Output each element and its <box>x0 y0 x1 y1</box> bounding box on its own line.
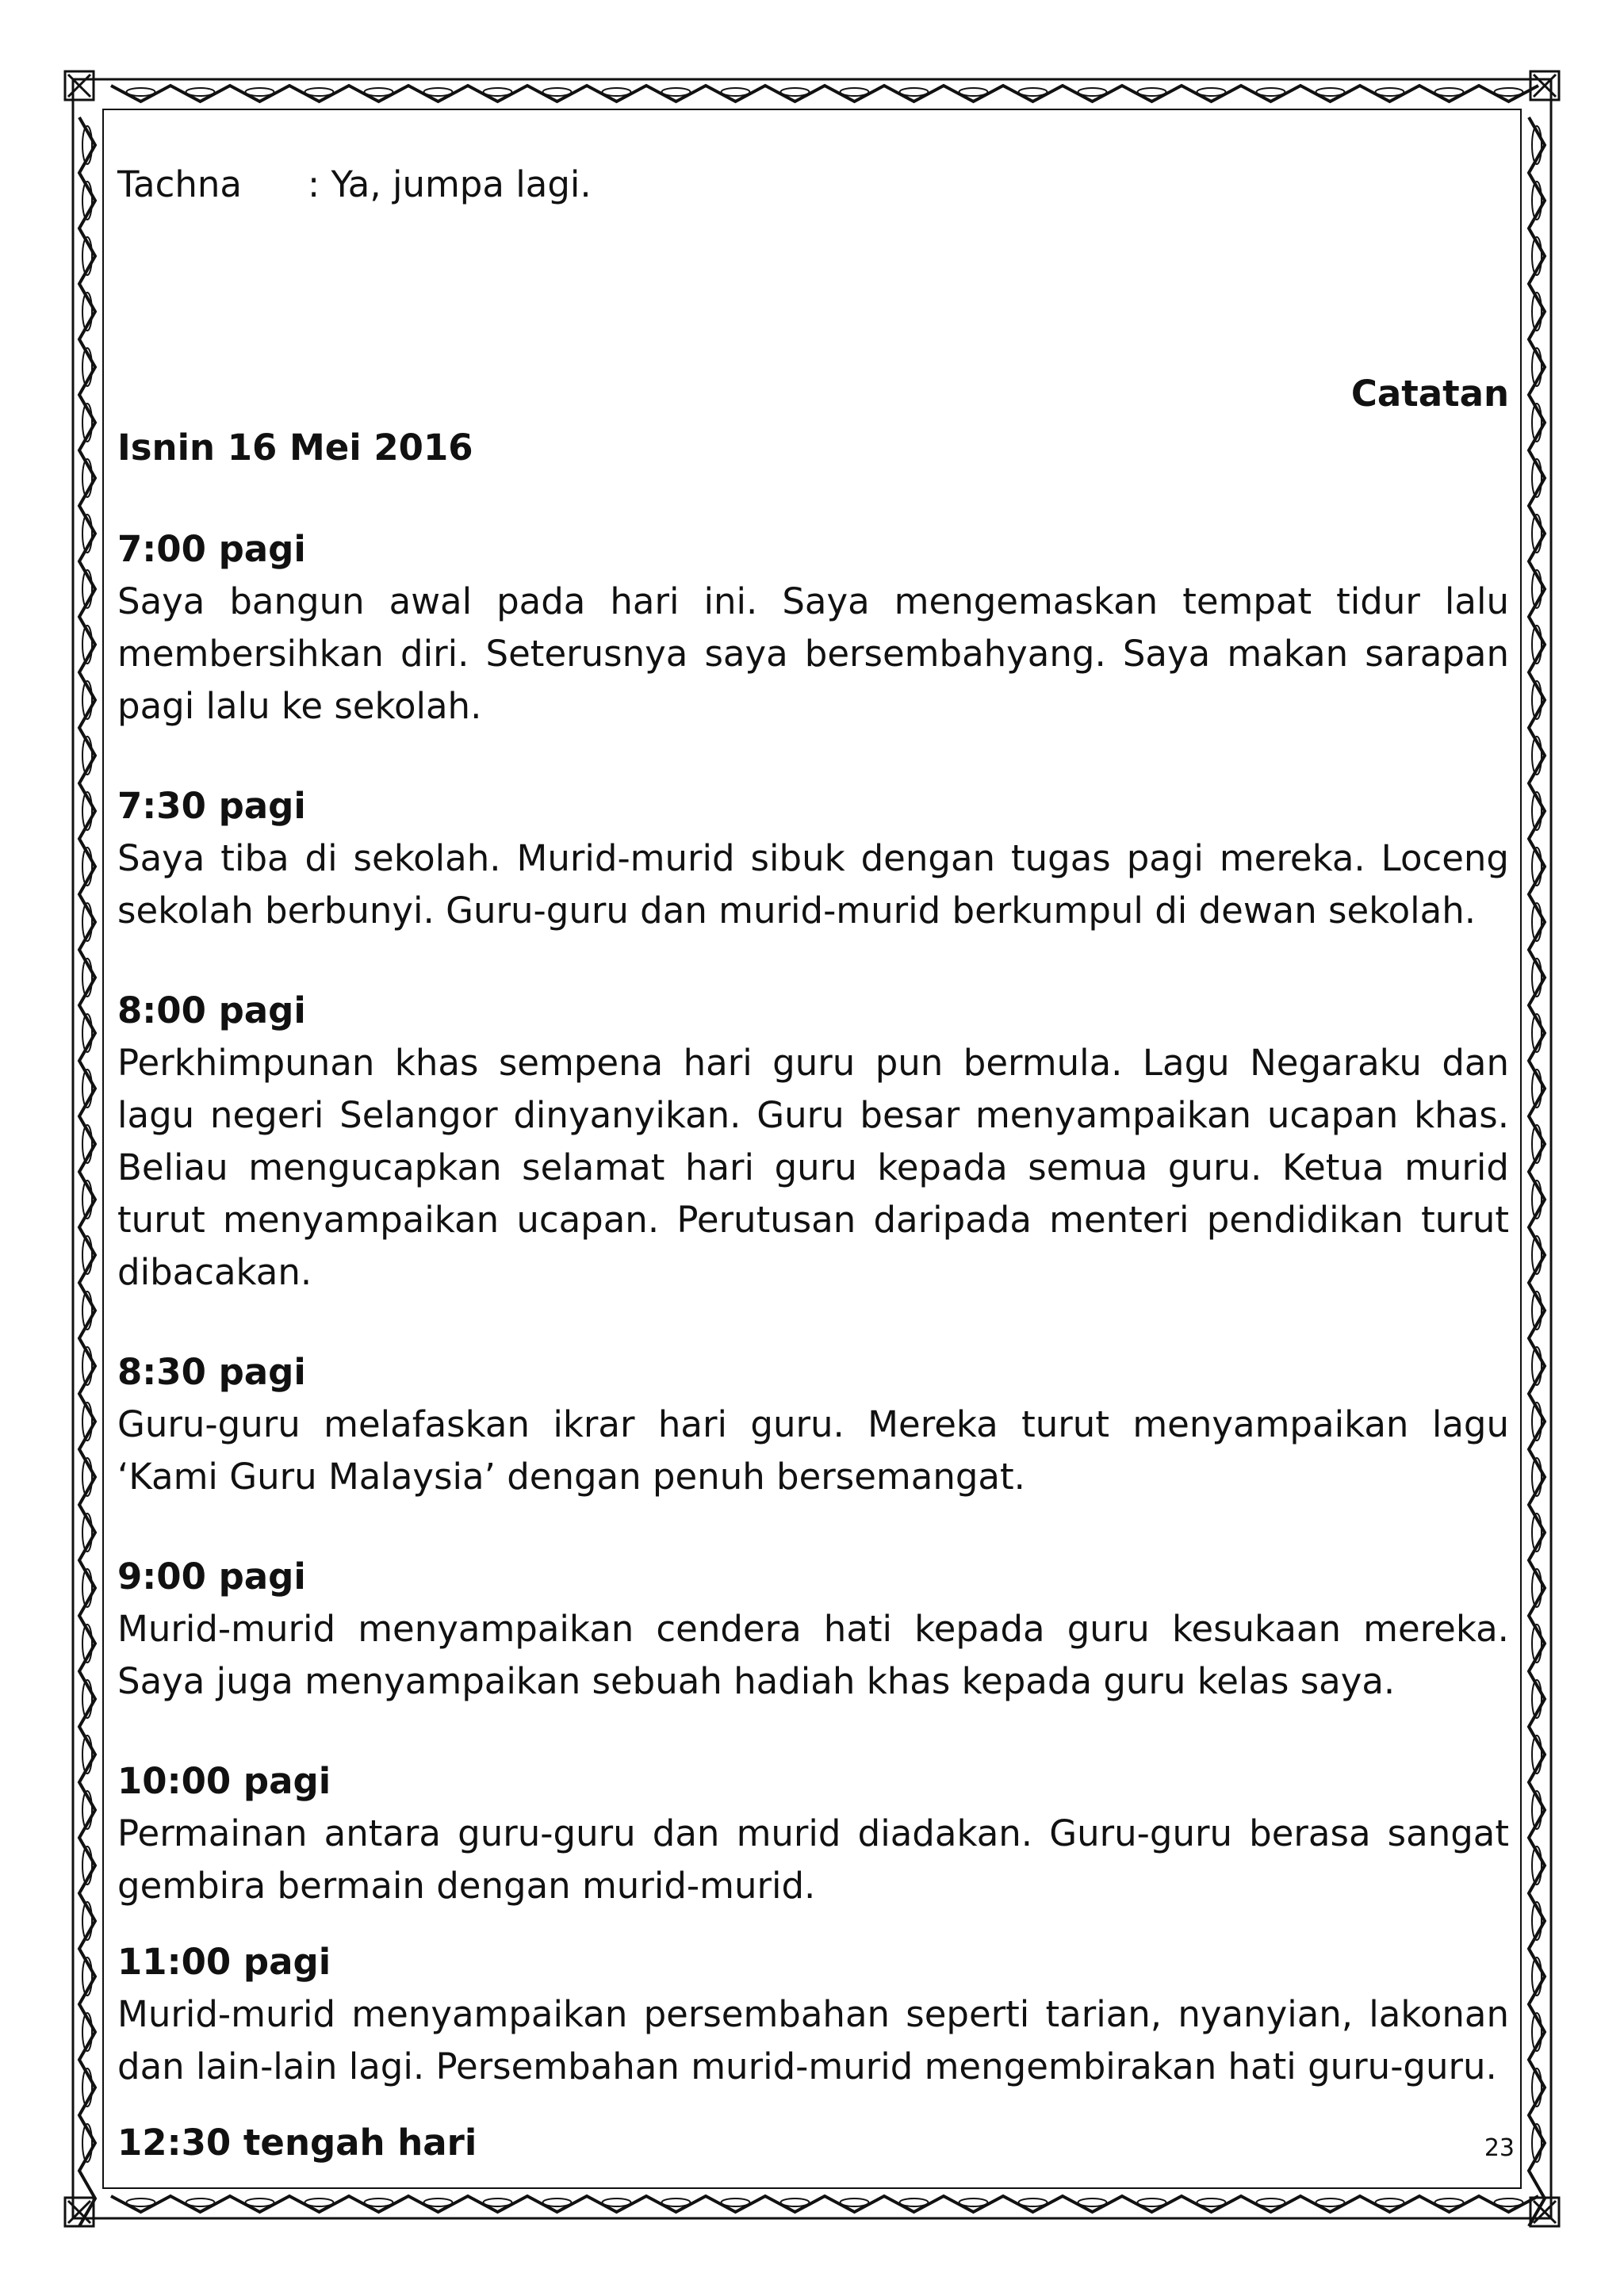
diary-content <box>117 159 1509 2164</box>
diary-entry <box>117 985 1509 1299</box>
entry-time: 10:00 pagi <box>117 1760 331 1802</box>
entry-text: Guru-guru melafaskan ikrar hari guru. Mereka turut menyampaikan lagu ‘Kami Guru Malaysia’ dengan penuh bersemangat. <box>117 1403 1509 1498</box>
diary-entry <box>117 1346 1509 1503</box>
page-number: 23 <box>1484 2134 1515 2162</box>
entry-text: Murid-murid menyampaikan cendera hati kepada guru kesukaan mereka. Saya juga menyampaikan sebuah hadiah khas kepada guru kelas saya. <box>117 1608 1509 1702</box>
entry-time: 12:30 tengah hari <box>117 2122 477 2164</box>
diary-entry <box>117 780 1509 937</box>
entry-time: 7:00 pagi <box>117 528 306 570</box>
entry-text: Saya tiba di sekolah. Murid-murid sibuk dengan tugas pagi mereka. Loceng sekolah berbunyi. Guru-guru dan murid-murid berkumpul di dewan sekolah. <box>117 837 1509 932</box>
entry-time: 9:00 pagi <box>117 1556 306 1598</box>
entry-time: 11:00 pagi <box>117 1941 331 1983</box>
entry-time: 7:30 pagi <box>117 785 306 827</box>
diary-entry <box>117 1551 1509 1708</box>
dialogue-text: : Ya, jumpa lagi. <box>308 163 592 205</box>
entry-time: 8:30 pagi <box>117 1351 306 1393</box>
catatan-heading: Catatan <box>1350 373 1509 415</box>
diary-date: Isnin 16 Mei 2016 <box>117 427 473 469</box>
diary-entries <box>117 523 1509 2217</box>
diary-entry <box>117 1936 1509 2093</box>
entry-time: 8:00 pagi <box>117 989 306 1031</box>
entry-text: Murid-murid menyampaikan persembahan seperti tarian, nyanyian, lakonan dan lain-lain lagi. Persembahan murid-murid mengembirakan hati guru-guru. <box>117 1993 1509 2087</box>
entry-text: Perkhimpunan khas sempena hari guru pun bermula. Lagu Negaraku dan lagu negeri Selangor dinyanyikan. Guru besar menyampaikan ucapan khas. Beliau mengucapkan selamat hari guru kepada semua guru. Ketua murid turut menyampaikan ucapan. Perutusan daripada menteri pendidikan turut dibacakan. <box>117 1042 1509 1293</box>
dialogue-line <box>117 159 1509 211</box>
dialogue-speaker: Tachna <box>117 163 242 205</box>
diary-entry <box>117 2117 1509 2169</box>
entry-text: Saya bangun awal pada hari ini. Saya mengemaskan tempat tidur lalu membersihkan diri. Seterusnya saya bersembahyang. Saya makan sarapan pagi lalu ke sekolah. <box>117 580 1509 727</box>
diary-entry <box>117 523 1509 733</box>
diary-entry <box>117 1755 1509 1912</box>
entry-text: Permainan antara guru-guru dan murid diadakan. Guru-guru berasa sangat gembira bermain dengan murid-murid. <box>117 1812 1509 1907</box>
